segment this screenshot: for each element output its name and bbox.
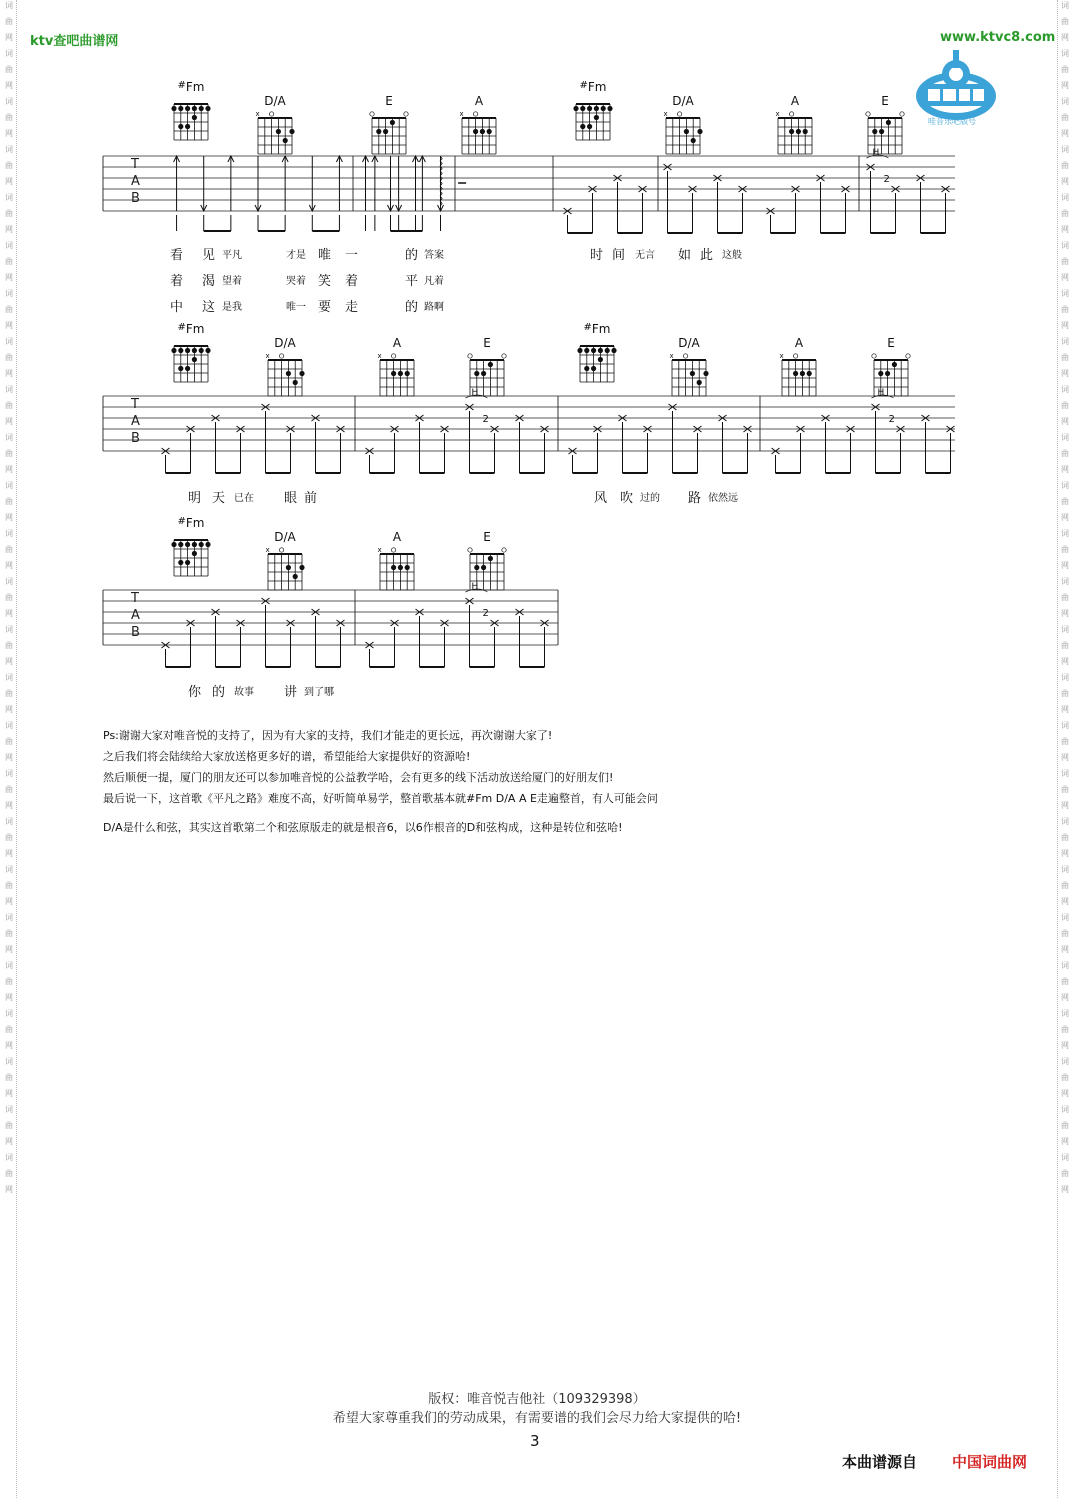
watermark-char: 词 [1061,1057,1069,1066]
lyric-syllable: 看 [170,248,184,263]
watermark-char: 曲 [1061,1073,1069,1082]
watermark-char: 曲 [5,641,13,650]
lyric-syllable: 如 [678,248,692,263]
watermark-char: 曲 [1061,929,1069,938]
watermark-char: 曲 [1061,65,1069,74]
lyric-syllable: 见 [202,248,216,263]
watermark-char: 词 [5,193,13,202]
watermark-char: 曲 [5,353,13,362]
lyric-syllable: 间 [612,248,626,263]
chord-grid [170,94,212,146]
watermark-char: 曲 [5,305,13,314]
watermark-char: 曲 [5,977,13,986]
lyric-syllable: 平 [405,274,419,289]
watermark-char: 曲 [5,65,13,74]
chord-name: A [392,530,402,544]
watermark-char: 词 [1061,49,1069,58]
lyric-syllable: 路 [688,491,702,506]
watermark-char: 网 [5,513,13,522]
watermark-char: 曲 [1061,977,1069,986]
watermark-char: 网 [5,1137,13,1146]
watermark-char: 网 [1061,465,1069,474]
lyric-syllable: 凡着 [424,276,444,287]
watermark-char: 词 [5,1,13,10]
watermark-char: 网 [5,705,13,714]
watermark-char: 词 [5,289,13,298]
watermark-char: 网 [1061,945,1069,954]
watermark-char: 词 [1061,865,1069,874]
lyric-syllable: 已在 [234,493,254,504]
svg-text:2: 2 [482,608,489,619]
tab-staff [103,148,975,244]
watermark-char: 曲 [1061,881,1069,890]
watermark-char: 曲 [1061,353,1069,362]
chord-label: Fm [591,322,611,336]
chord-name: D/A [274,336,296,350]
watermark-char: 词 [5,817,13,826]
watermark-char: 网 [5,609,13,618]
chord-name: D/A [672,94,694,108]
note-line: 最后说一下，这首歌《平凡之路》难度不高，好听简单易学，整首歌基本就#Fm D/A A E走遍整首，有人可能会问 [103,792,658,805]
watermark-char: 词 [5,97,13,106]
chord-name [170,516,212,530]
sharp-sign: # [583,322,592,333]
watermark-char: 曲 [1061,113,1069,122]
watermark-char: 曲 [5,689,13,698]
watermark-char: 网 [5,129,13,138]
watermark-char: 曲 [5,1025,13,1034]
watermark-char: 词 [5,577,13,586]
lyric-syllable: 唯一 [286,302,306,313]
watermark-char: 词 [1061,481,1069,490]
watermark-char: 曲 [5,881,13,890]
watermark-char: 网 [5,1041,13,1050]
watermark-char: 网 [5,81,13,90]
watermark-char: 曲 [1061,689,1069,698]
watermark-char: 网 [1061,81,1069,90]
watermark-char: 网 [5,657,13,666]
svg-text:x: x [377,546,382,554]
tab-letter: B [131,625,140,640]
chord-label: Fm [185,516,205,530]
chord-label: Fm [185,80,205,94]
watermark-char: 网 [1061,321,1069,330]
watermark-char: 曲 [5,497,13,506]
watermark-char: 词 [1061,97,1069,106]
watermark-char: 曲 [1061,1025,1069,1034]
chord-diagram-fm [170,322,212,392]
site-name-left[interactable]: ktv查吧曲谱网 [30,34,119,49]
chord-grid [170,530,212,582]
lyric-syllable: 故事 [234,687,254,698]
lyric-syllable: 此 [700,248,714,263]
watermark-char: 词 [1061,385,1069,394]
watermark-char: 曲 [1061,737,1069,746]
watermark-char: 词 [5,673,13,682]
watermark-char: 词 [1061,193,1069,202]
note-line: 然后顺便一提，厦门的朋友还可以参加唯音悦的公益教学哈，会有更多的线下活动放送给厦门的好朋友们! [103,771,614,784]
watermark-char: 网 [1061,1185,1069,1194]
lyric-syllable: 要 [318,300,332,315]
watermark-char: 网 [5,417,13,426]
watermark-char: 词 [1061,769,1069,778]
lyric-syllable: 中 [170,300,184,315]
watermark-char: 网 [1061,225,1069,234]
watermark-char: 网 [1061,1137,1069,1146]
tab-letter: A [131,608,140,623]
watermark-char: 曲 [1061,305,1069,314]
tab-letter: T [131,397,139,412]
watermark-char: 曲 [1061,161,1069,170]
chord-name: A [790,94,800,108]
watermark-char: 网 [1061,657,1069,666]
chord-name [572,80,614,94]
watermark-char: 网 [5,849,13,858]
watermark-char: 词 [5,769,13,778]
watermark-char: 词 [5,1009,13,1018]
watermark-char: 曲 [1061,545,1069,554]
chord-name: A [392,336,402,350]
watermark-char: 网 [5,801,13,810]
note-line: 之后我们将会陆续给大家放送格更多好的谱，希望能给大家提供好的资源哈! [103,750,471,763]
watermark-char: 词 [1061,433,1069,442]
logo-caption: 哇音乐吧版号 [928,117,976,126]
lyric-syllable: 的 [405,300,419,315]
chord-name: A [794,336,804,350]
tab-letter: T [131,157,139,172]
watermark-char: 词 [1061,289,1069,298]
lyric-syllable: 这般 [722,250,742,261]
svg-text:2: 2 [888,414,895,425]
chord-diagram-fm [170,516,212,586]
notes-block [103,725,803,838]
watermark-char: 曲 [5,257,13,266]
watermark-char: 网 [1061,849,1069,858]
watermark-char: 曲 [5,545,13,554]
watermark-char: 曲 [5,1073,13,1082]
watermark-char: 网 [1061,33,1069,42]
chord-name [170,80,212,94]
watermark-char: 网 [1061,753,1069,762]
watermark-char: 网 [5,753,13,762]
lyric-syllable: 渴 [202,274,216,289]
lyric-syllable: 答案 [424,250,444,261]
watermark-char: 网 [1061,561,1069,570]
watermark-char: 词 [5,1105,13,1114]
svg-text:x: x [779,352,784,360]
chord-grid [662,108,704,160]
watermark-char: 曲 [5,593,13,602]
svg-text:x: x [377,352,382,360]
watermark-char: 词 [1061,145,1069,154]
watermark-char: 曲 [5,161,13,170]
lyric-syllable: 路啊 [424,302,444,313]
watermark-char: 词 [1061,673,1069,682]
lyric-syllable: 明 [188,491,202,506]
watermark-char: 网 [5,225,13,234]
lyric-syllable: 吹 [620,491,634,506]
svg-text:2: 2 [883,174,890,185]
watermark-char: 词 [1061,241,1069,250]
lyric-syllable: 才是 [286,250,306,261]
watermark-char: 网 [5,945,13,954]
watermark-char: 曲 [1061,449,1069,458]
lyric-syllable: 依然远 [708,493,738,504]
watermark-char: 词 [1061,577,1069,586]
watermark-char: 词 [1061,913,1069,922]
chord-grid [458,108,500,160]
watermark-char: 词 [1061,1105,1069,1114]
site-url-right[interactable]: www.ktvc8.com [940,30,1056,45]
watermark-char: 词 [1061,1,1069,10]
left-watermark-strip [2,0,17,1498]
note-line: Ps:谢谢大家对唯音悦的支持了，因为有大家的支持，我们才能走的更长远，再次谢谢大家了! [103,729,553,742]
lyric-syllable: 哭着 [286,276,306,287]
watermark-char: 曲 [5,449,13,458]
lyric-syllable: 到了哪 [304,687,334,698]
tab-letter: B [131,431,140,446]
lyric-syllable: 眼 [284,491,298,506]
chord-name: E [483,336,491,350]
watermark-char: 网 [1061,1041,1069,1050]
chord-name [170,322,212,336]
svg-text:H: H [471,388,479,398]
watermark-char: 词 [5,865,13,874]
watermark-char: 曲 [1061,401,1069,410]
watermark-char: 词 [5,49,13,58]
watermark-char: 曲 [5,833,13,842]
chord-label: Fm [185,322,205,336]
watermark-char: 曲 [5,113,13,122]
right-watermark-strip [1057,0,1072,1498]
watermark-char: 曲 [1061,209,1069,218]
watermark-char: 词 [5,1153,13,1162]
chord-name: D/A [274,530,296,544]
watermark-char: 网 [5,1185,13,1194]
svg-text:x: x [255,110,260,118]
tab-staff [103,582,578,678]
watermark-char: 曲 [5,209,13,218]
sharp-sign: # [177,80,186,91]
watermark-char: 词 [5,1057,13,1066]
watermark-char: 网 [1061,177,1069,186]
watermark-char: 词 [1061,1009,1069,1018]
chord-grid [864,108,906,160]
lyric-syllable: 唯 [318,248,332,263]
lyric-syllable: 风 [594,491,608,506]
watermark-char: 曲 [1061,497,1069,506]
watermark-char: 网 [5,33,13,42]
note-line: D/A是什么和弦，其实这首歌第二个和弦原版走的就是根音6，以6作根音的D和弦构成，这种是转位和弦哈! [103,821,623,834]
watermark-char: 词 [1061,721,1069,730]
tab-letter: A [131,414,140,429]
lyric-syllable: 无言 [635,250,655,261]
source-label: 本曲谱源自 [842,1453,918,1471]
watermark-char: 曲 [5,785,13,794]
lyric-syllable: 笑 [318,274,332,289]
guitar-logo-icon [910,46,1002,126]
chord-name: A [474,94,484,108]
watermark-char: 曲 [5,1169,13,1178]
watermark-char: 词 [5,625,13,634]
watermark-char: 曲 [5,401,13,410]
watermark-char: 网 [5,177,13,186]
chord-name: E [887,336,895,350]
lyric-syllable: 过的 [640,493,660,504]
watermark-char: 词 [1061,625,1069,634]
tab-staff [103,388,975,484]
tab-letter: B [131,191,140,206]
svg-text:2: 2 [482,414,489,425]
sharp-sign: # [177,516,186,527]
lyric-syllable: 的 [405,248,419,263]
watermark-char: 词 [1061,1153,1069,1162]
chord-name: E [385,94,393,108]
watermark-char: 网 [1061,369,1069,378]
chord-grid [576,336,618,388]
svg-text:x: x [775,110,780,118]
watermark-char: 网 [5,1089,13,1098]
watermark-char: 网 [1061,129,1069,138]
lyric-syllable: 走 [345,300,359,315]
lyric-syllable: 平凡 [222,250,242,261]
svg-text:x: x [663,110,668,118]
watermark-char: 曲 [1061,641,1069,650]
watermark-char: 词 [5,433,13,442]
svg-text:x: x [669,352,674,360]
watermark-char: 词 [5,913,13,922]
copyright-line: 版权：唯音悦吉他社（109329398） [428,1392,646,1407]
watermark-char: 曲 [1061,785,1069,794]
lyric-syllable: 望着 [222,276,242,287]
watermark-char: 曲 [1061,1121,1069,1130]
watermark-char: 网 [5,273,13,282]
watermark-char: 词 [1061,817,1069,826]
chord-diagram-fm [576,322,618,392]
lyric-syllable: 着 [170,274,184,289]
watermark-char: 网 [1061,897,1069,906]
watermark-char: 网 [5,993,13,1002]
tab-letter: A [131,174,140,189]
svg-text:x: x [459,110,464,118]
watermark-char: 网 [1061,993,1069,1002]
chord-diagram-fm [170,80,212,150]
chord-name: D/A [678,336,700,350]
watermark-char: 曲 [1061,257,1069,266]
watermark-char: 网 [1061,1089,1069,1098]
svg-text:H: H [877,388,885,398]
tab-letter: T [131,591,139,606]
watermark-char: 曲 [5,737,13,746]
watermark-char: 曲 [5,929,13,938]
chord-label: Fm [587,80,607,94]
watermark-char: 网 [1061,801,1069,810]
chord-grid [774,108,816,160]
watermark-char: 词 [5,481,13,490]
sharp-sign: # [579,80,588,91]
watermark-char: 网 [5,369,13,378]
watermark-char: 网 [1061,609,1069,618]
watermark-char: 网 [5,561,13,570]
watermark-char: 词 [5,961,13,970]
chord-name: E [881,94,889,108]
watermark-char: 词 [5,241,13,250]
watermark-char: 网 [1061,513,1069,522]
lyric-syllable: 着 [345,274,359,289]
request-line: 希望大家尊重我们的劳动成果，有需要谱的我们会尽力给大家提供的哈! [332,1411,742,1426]
watermark-char: 网 [5,897,13,906]
svg-text:x: x [265,546,270,554]
chord-name [576,322,618,336]
lyric-syllable: 是我 [222,302,242,313]
lyric-syllable: 时 [590,248,604,263]
watermark-char: 曲 [1061,17,1069,26]
chord-name: D/A [264,94,286,108]
watermark-char: 曲 [1061,833,1069,842]
lyric-syllable: 你 [188,685,202,700]
chord-diagram-fm [572,80,614,150]
chord-grid [254,108,296,160]
watermark-char: 曲 [5,1121,13,1130]
page-number: 3 [530,1432,540,1450]
lyric-syllable: 的 [212,685,226,700]
chord-name: E [483,530,491,544]
watermark-char: 网 [1061,417,1069,426]
watermark-char: 词 [1061,961,1069,970]
watermark-char: 词 [5,529,13,538]
sharp-sign: # [177,322,186,333]
watermark-char: 网 [1061,273,1069,282]
lyric-syllable: 前 [304,491,318,506]
chord-grid [368,108,410,160]
lyric-syllable: 天 [212,491,226,506]
chord-grid [170,336,212,388]
watermark-char: 曲 [1061,1169,1069,1178]
watermark-char: 网 [1061,705,1069,714]
svg-text:x: x [265,352,270,360]
watermark-char: 词 [1061,529,1069,538]
watermark-char: 曲 [1061,593,1069,602]
watermark-char: 曲 [5,17,13,26]
chord-grid [572,94,614,146]
watermark-char: 网 [5,465,13,474]
lyric-syllable: 这 [202,300,216,315]
svg-text:H: H [872,148,880,158]
svg-text:H: H [471,582,479,592]
lyric-syllable: 讲 [284,685,298,700]
watermark-char: 词 [5,385,13,394]
watermark-char: 词 [5,337,13,346]
watermark-char: 词 [5,721,13,730]
watermark-char: 词 [5,145,13,154]
watermark-char: 网 [5,321,13,330]
watermark-char: 词 [1061,337,1069,346]
source-site-link[interactable]: 中国词曲网 [952,1453,1028,1471]
lyric-syllable: 一 [345,248,359,263]
